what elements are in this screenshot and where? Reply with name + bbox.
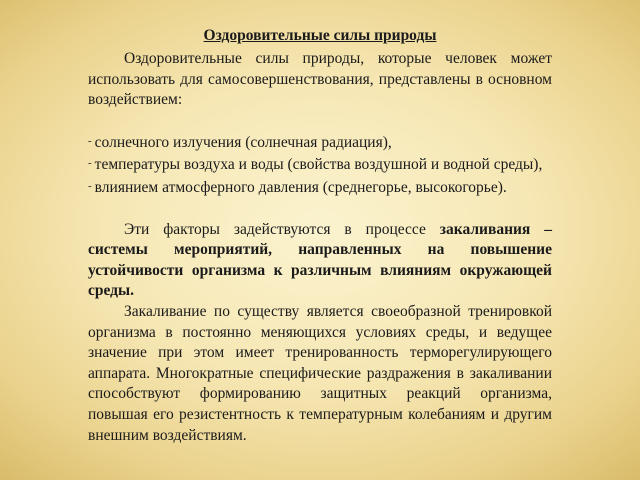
list-item-text: температуры воздуха и воды (свойства воздушной и водной среды),: [94, 156, 543, 174]
list-marker: -: [88, 179, 92, 192]
list-item-text: солнечного излучения (солнечная радиация),: [94, 133, 392, 151]
hardening-definition: закаливания – системы мероприятий, направленных на повышение устойчивости организма к различным влияниям окружающей среды.: [88, 220, 552, 300]
list-item: [88, 176, 552, 199]
list-item: [88, 131, 552, 154]
list-marker: -: [88, 157, 92, 170]
hardening-paragraph: Закаливание по существу является своеобразной тренировкой организма в постоянно меняющихся условиях среды, и ведущее значение при этом имеет тренированность терморегулирующего аппарата. Многократные специфические раздражения в закаливании способствуют формированию защитных реакций организма, повышая его резистентность к температурным колебаниям и другим внешним воздействиям.: [88, 302, 552, 444]
slide-title: Оздоровительные силы природы: [203, 27, 437, 44]
factors-paragraph: [88, 220, 552, 302]
list-item-text: влиянием атмосферного давления (среднегорье, высокогорье).: [94, 178, 507, 196]
factors-lead-text: Эти факторы задействуются в процессе: [124, 220, 440, 238]
list-item: [88, 153, 552, 176]
factors-list: [88, 131, 552, 199]
intro-paragraph: Оздоровительные силы природы, которые человек может использовать для самосовершенствования, представлены в основном воздействием:: [88, 50, 552, 109]
list-marker: -: [88, 134, 92, 147]
slide-body: [88, 49, 552, 446]
spacer: [88, 199, 552, 220]
